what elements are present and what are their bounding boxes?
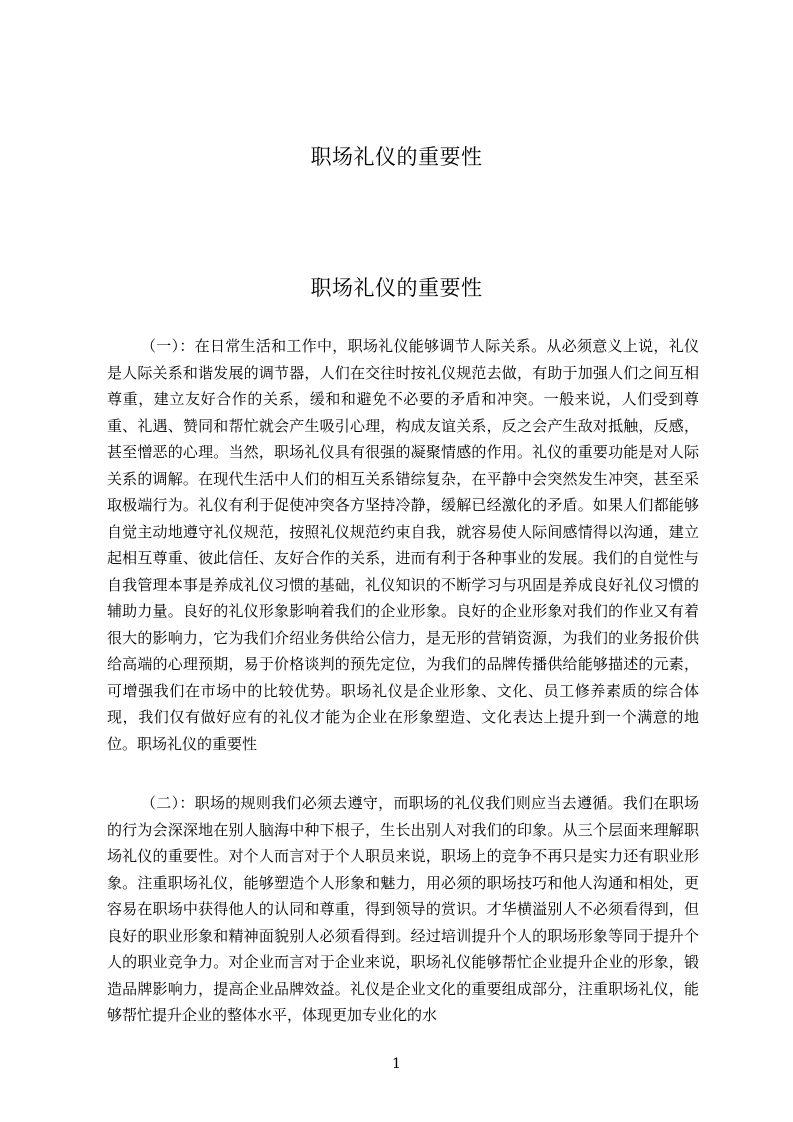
paragraph-2: （二）：职场的规则我们必须去遵守，而职场的礼仪我们则应当去遵循。我们在职场的行为会深深地在别人脑海中种下根子，生长出别人对我们的印象。从三个层面来理解职场礼仪的重要性。对个人而言对于个人职员来说，职场上的竞争不再只是实力还有职业形象。注重职场礼仪，能够塑造个人形象和魅力，用必须的职场技巧和他人沟通和相处，更容易在职场中获得他人的认同和尊重，得到领导的赏识。才华横溢别人不必须看得到，但良好的职业形象和精神面貌别人必须看得到。经过培训提升个人的职场形象等同于提升个人的职业竞争力。对企业而言对于企业来说，职场礼仪能够帮忙企业提升企业的形象，锻造品牌影响力，提高企业品牌效益。礼仪是企业文化的重要组成部分，注重职场礼仪，能够帮忙提升企业的整体水平，体现更加专业化的水 [107, 794, 699, 1024]
paragraph-1: （一）：在日常生活和工作中，职场礼仪能够调节人际关系。从必须意义上说，礼仪是人际关系和谐发展的调节器，人们在交往时按礼仪规范去做，有助于加强人们之间互相尊重，建立友好合作的关系，缓和和避免不必要的矛盾和冲突。一般来说，人们受到尊重、礼遇、赞同和帮忙就会产生吸引心理，构成友谊关系，反之会产生敌对抵触，反感，甚至憎恶的心理。当然，职场礼仪具有很强的凝聚情感的作用。礼仪的重要功能是对人际关系的调解。在现代生活中人们的相互关系错综复杂，在平静中会突然发生冲突，甚至采取极端行为。礼仪有利于促使冲突各方坚持冷静，缓解已经激化的矛盾。如果人们都能够自觉主动地遵守礼仪规范，按照礼仪规范约束自我，就容易使人际间感情得以沟通，建立起相互尊重、彼此信任、友好合作的关系，进而有利于各种事业的发展。我们的自觉性与自我管理本事是养成礼仪习惯的基础，礼仪知识的不断学习与巩固是养成良好礼仪习惯的辅助力量。良好的礼仪形象影响着我们的企业形象。良好的企业形象对我们的作业又有着很大的影响力，它为我们介绍业务供给公信力，是无形的营销资源，为我们的业务报价供给高端的心理预期，易于价格谈判的预先定位，为我们的品牌传播供给能够描述的元素，可增强我们在市场中的比较优势。职场礼仪是企业形象、文化、员工修养素质的综合体现，我们仅有做好应有的礼仪才能为企业在形象塑造、文化表达上提升到一个满意的地位。职场礼仪的重要性 [107, 337, 699, 753]
page-title-main: 职场礼仪的重要性 [310, 276, 483, 300]
page-number: 1 [392, 1056, 401, 1072]
page-title-top: 职场礼仪的重要性 [310, 145, 483, 169]
